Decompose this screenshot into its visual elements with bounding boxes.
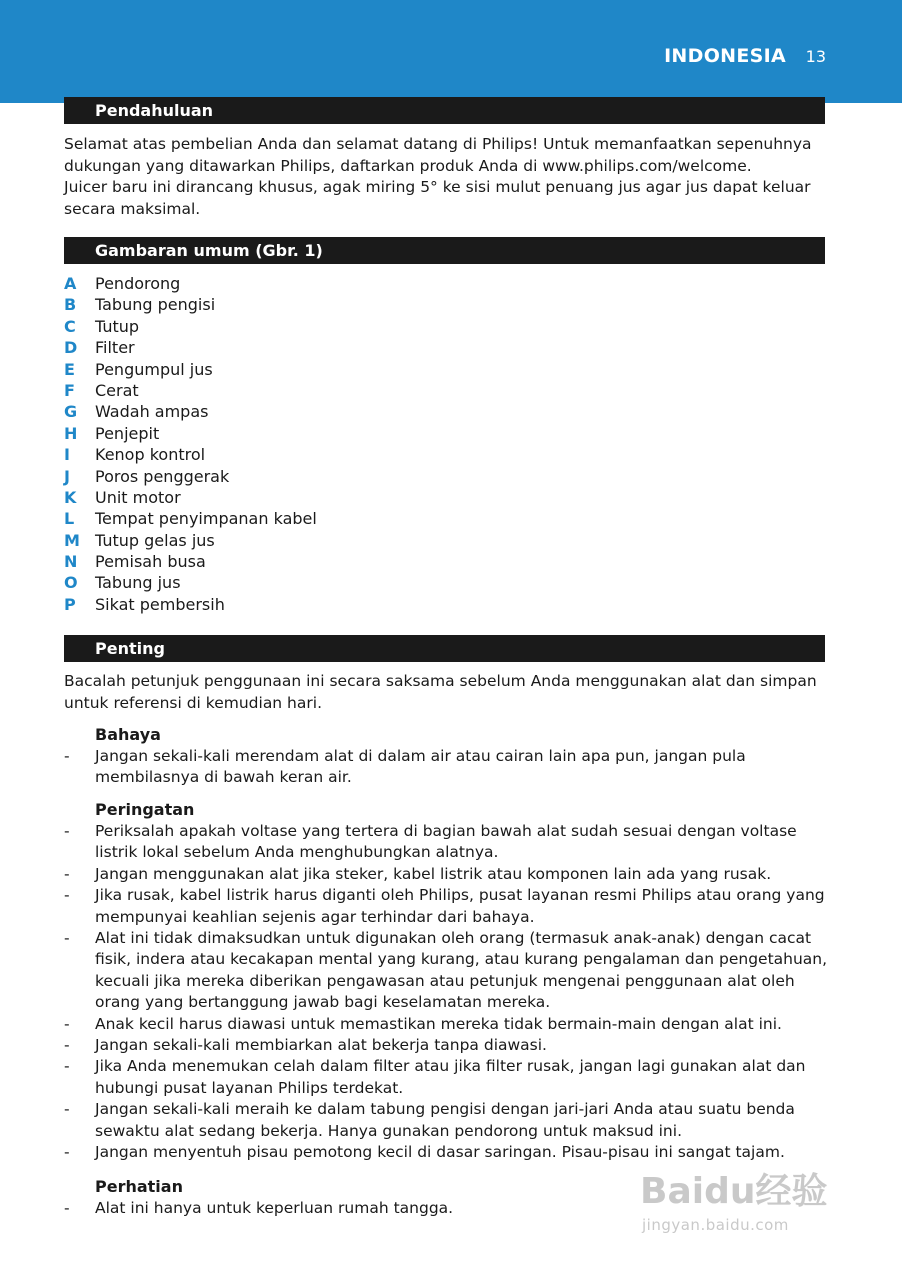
legend-label: Kenop kontrol xyxy=(95,445,206,465)
legend-label: Pemisah busa xyxy=(95,552,206,572)
legend-label: Cerat xyxy=(95,380,139,400)
bullet-item: - Jika Anda menemukan celah dalam filter atau jika filter rusak, jangan lagi gunakan alat dan hubungi pusat layanan Philips terdekat. xyxy=(64,1056,828,1099)
header-bar xyxy=(0,0,902,103)
legend-letter: H xyxy=(64,423,78,443)
danger-title: Bahaya xyxy=(95,725,161,744)
legend-label: Tabung jus xyxy=(95,573,181,593)
legend-label: Pendorong xyxy=(95,274,181,293)
watermark-logo: Baidu经验 xyxy=(640,1171,828,1212)
legend-item xyxy=(64,444,317,465)
legend-letter: N xyxy=(64,552,78,572)
baidu-watermark xyxy=(640,1158,855,1248)
legend-letter: K xyxy=(64,487,77,507)
important-intro: Bacalah petunjuk penggunaan ini secara saksama sebelum Anda menggunakan alat dan simpan untuk referensi di kemudian hari. xyxy=(64,672,817,712)
legend-label: Tutup xyxy=(95,316,140,336)
legend-letter: C xyxy=(64,316,76,336)
caution-title: Perhatian xyxy=(95,1177,183,1196)
section-heading-overview: Gambaran umum (Gbr. 1) xyxy=(64,237,825,264)
legend-letter: M xyxy=(64,530,80,550)
legend-letter: E xyxy=(64,359,75,379)
legend-item xyxy=(64,401,317,422)
warning-title: Peringatan xyxy=(95,800,195,819)
legend-label: Tutup gelas jus xyxy=(95,530,215,550)
legend-item xyxy=(64,380,317,401)
warning-list xyxy=(64,821,828,1164)
bullet-item: - Alat ini hanya untuk keperluan rumah tangga. xyxy=(64,1198,828,1219)
legend-letter: B xyxy=(64,295,77,315)
legend-letter: O xyxy=(64,573,78,593)
bullet-item: - Jangan sekali-kali merendam alat di dalam air atau cairan lain apa pun, jangan pula membilasnya di bawah keran air. xyxy=(64,746,828,789)
section-heading-intro: Pendahuluan xyxy=(64,97,825,124)
legend-letter: J xyxy=(64,466,70,486)
bullet-item: - Anak kecil harus diawasi untuk memastikan mereka tidak bermain-main dengan alat ini. xyxy=(64,1014,828,1035)
legend-letter: P xyxy=(64,594,76,614)
legend-item xyxy=(64,423,317,444)
legend-letter: I xyxy=(64,445,70,465)
parts-legend xyxy=(64,273,317,615)
legend-item xyxy=(64,508,317,529)
watermark-url: jingyan.baidu.com xyxy=(642,1216,789,1234)
legend-letter: D xyxy=(64,338,78,358)
bullet-item: - Jika rusak, kabel listrik harus diganti oleh Philips, pusat layanan resmi Philips atau orang yang mempunyai keahlian sejenis agar terhindar dari bahaya. xyxy=(64,885,828,928)
legend-item xyxy=(64,359,317,380)
legend-label: Sikat pembersih xyxy=(95,594,225,614)
language-label: INDONESIA xyxy=(664,45,786,67)
bullet-item: - Jangan menggunakan alat jika steker, kabel listrik atau komponen lain ada yang rusak. xyxy=(64,864,828,885)
legend-item xyxy=(64,551,317,572)
legend-item xyxy=(64,294,317,315)
bullet-item: - Periksalah apakah voltase yang tertera di bagian bawah alat sudah sesuai dengan voltase listrik lokal sebelum Anda menghubungkan alatnya. xyxy=(64,821,828,864)
legend-letter: A xyxy=(64,274,77,293)
legend-item xyxy=(64,530,317,551)
intro-paragraph-2: Juicer baru ini dirancang khusus, agak miring 5° ke sisi mulut penuang jus agar jus dapat keluar secara maksimal. xyxy=(64,178,811,218)
danger-list xyxy=(64,746,828,789)
legend-letter: L xyxy=(64,509,75,529)
legend-label: Penjepit xyxy=(95,423,160,443)
page-number: 13 xyxy=(805,47,826,66)
legend-item xyxy=(64,337,317,358)
bullet-item: - Jangan menyentuh pisau pemotong kecil di dasar saringan. Pisau-pisau ini sangat tajam. xyxy=(64,1142,828,1163)
bullet-item: - Jangan sekali-kali membiarkan alat bekerja tanpa diawasi. xyxy=(64,1035,828,1056)
legend-item xyxy=(64,466,317,487)
legend-label: Poros penggerak xyxy=(95,466,230,486)
bullet-item: - Alat ini tidak dimaksudkan untuk digunakan oleh orang (termasuk anak-anak) dengan cacat fisik, indera atau kecakapan mental yang kurang, atau kurang pengalaman dan pengetahuan, kecuali jika mereka diberikan pengawasan atau petunjuk mengenai penggunaan alat oleh orang yang bertanggung jawab bagi keselamatan mereka. xyxy=(64,928,828,1014)
legend-item xyxy=(64,594,317,615)
legend-item xyxy=(64,487,317,508)
bullet-item: - Jangan sekali-kali meraih ke dalam tabung pengisi dengan jari-jari Anda atau suatu benda sewaktu alat sedang bekerja. Hanya gunakan pendorong untuk maksud ini. xyxy=(64,1099,828,1142)
legend-label: Wadah ampas xyxy=(95,402,209,422)
legend-item xyxy=(64,572,317,593)
legend-letter: G xyxy=(64,402,78,422)
intro-paragraph-1: Selamat atas pembelian Anda dan selamat datang di Philips! Untuk memanfaatkan sepenuhnya dukungan yang ditawarkan Philips, daftarkan produk Anda di www.philips.com/welcome. xyxy=(64,135,812,175)
legend-label: Tempat penyimpanan kabel xyxy=(95,509,317,529)
legend-label: Tabung pengisi xyxy=(95,295,216,315)
legend-item xyxy=(64,273,317,294)
section-heading-important: Penting xyxy=(64,635,825,662)
legend-label: Unit motor xyxy=(95,487,181,507)
legend-label: Pengumpul jus xyxy=(95,359,213,379)
legend-label: Filter xyxy=(95,338,135,358)
legend-item xyxy=(64,316,317,337)
legend-letter: F xyxy=(64,380,75,400)
